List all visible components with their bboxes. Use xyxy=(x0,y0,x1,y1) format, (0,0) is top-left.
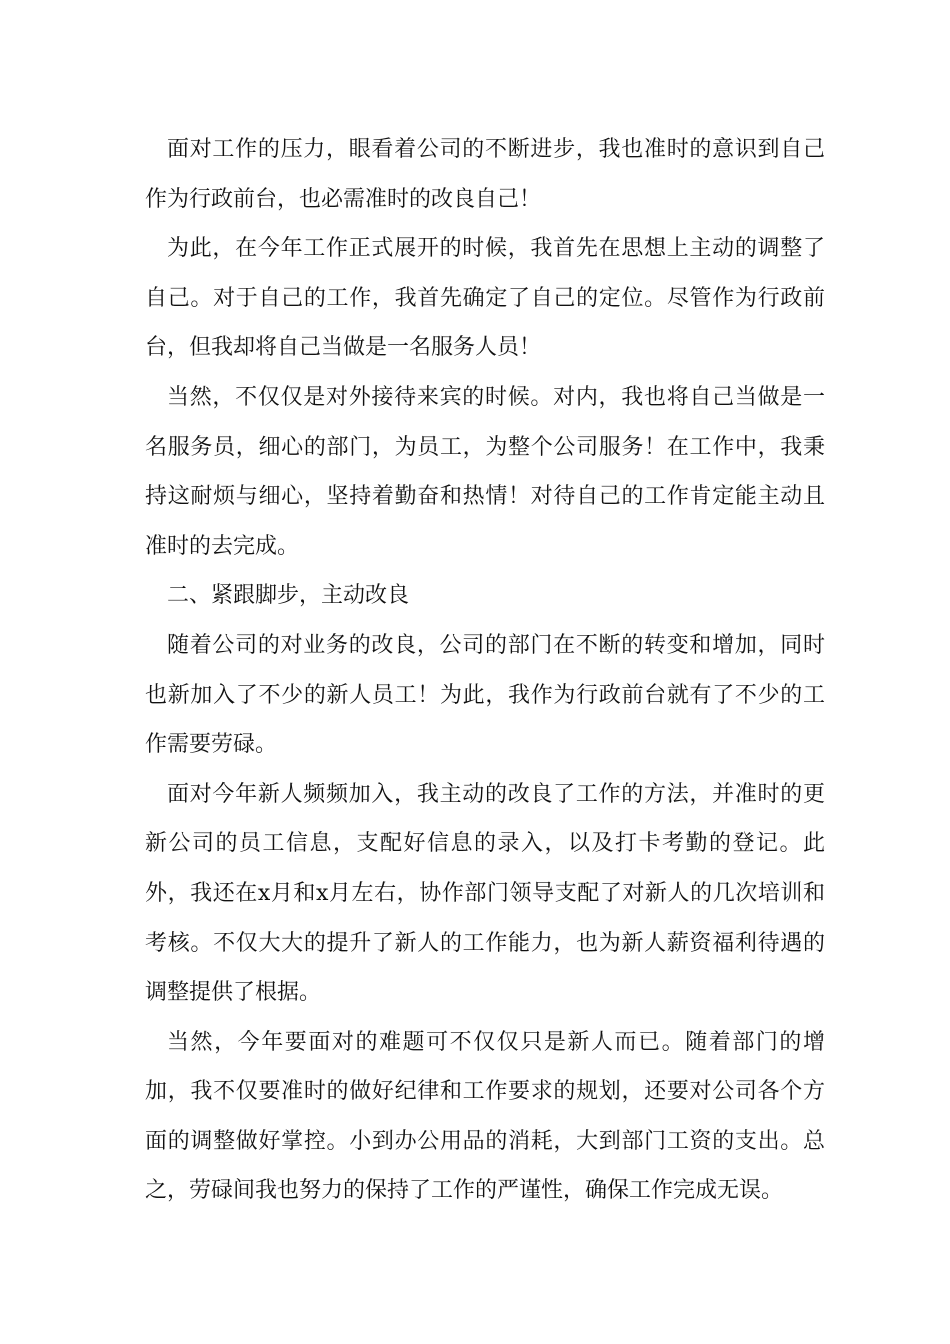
paragraph-3: 当然，不仅仅是对外接待来宾的时候。对内，我也将自己当做是一名服务员，细心的部门，为员工，为整个公司服务！在工作中，我秉持这耐烦与细心，坚持着勤奋和热情！对待自己的工作肯定能主动且准时的去完成。 xyxy=(145,384,825,559)
document-body xyxy=(145,125,825,1216)
paragraph-2: 为此，在今年工作正式展开的时候，我首先在思想上主动的调整了自己。对于自己的工作，我首先确定了自己的定位。尽管作为行政前台，但我却将自己当做是一名服务人员！ xyxy=(145,236,825,361)
paragraph-6: 当然，今年要面对的难题可不仅仅只是新人而已。随着部门的增加，我不仅要准时的做好纪律和工作要求的规划，还要对公司各个方面的调整做好掌控。小到办公用品的消耗，大到部门工资的支出。总之，劳碌间我也努力的保持了工作的严谨性，确保工作完成无误。 xyxy=(145,1029,825,1204)
paragraph-1: 面对工作的压力，眼看着公司的不断进步，我也准时的意识到自己作为行政前台，也必需准时的改良自己！ xyxy=(145,137,825,212)
paragraph-4: 随着公司的对业务的改良，公司的部门在不断的转变和增加，同时也新加入了不少的新人员工！为此，我作为行政前台就有了不少的工作需要劳碌。 xyxy=(145,632,825,758)
paragraph-5: 面对今年新人频频加入，我主动的改良了工作的方法，并准时的更新公司的员工信息，支配好信息的录入，以及打卡考勤的登记。此外，我还在x月和x月左右，协作部门领导支配了对新人的几次培训和考核。不仅大大的提升了新人的工作能力，也为新人薪资福利待遇的调整提供了根据。 xyxy=(145,781,825,1006)
section-heading: 二、紧跟脚步，主动改良 xyxy=(167,583,410,609)
